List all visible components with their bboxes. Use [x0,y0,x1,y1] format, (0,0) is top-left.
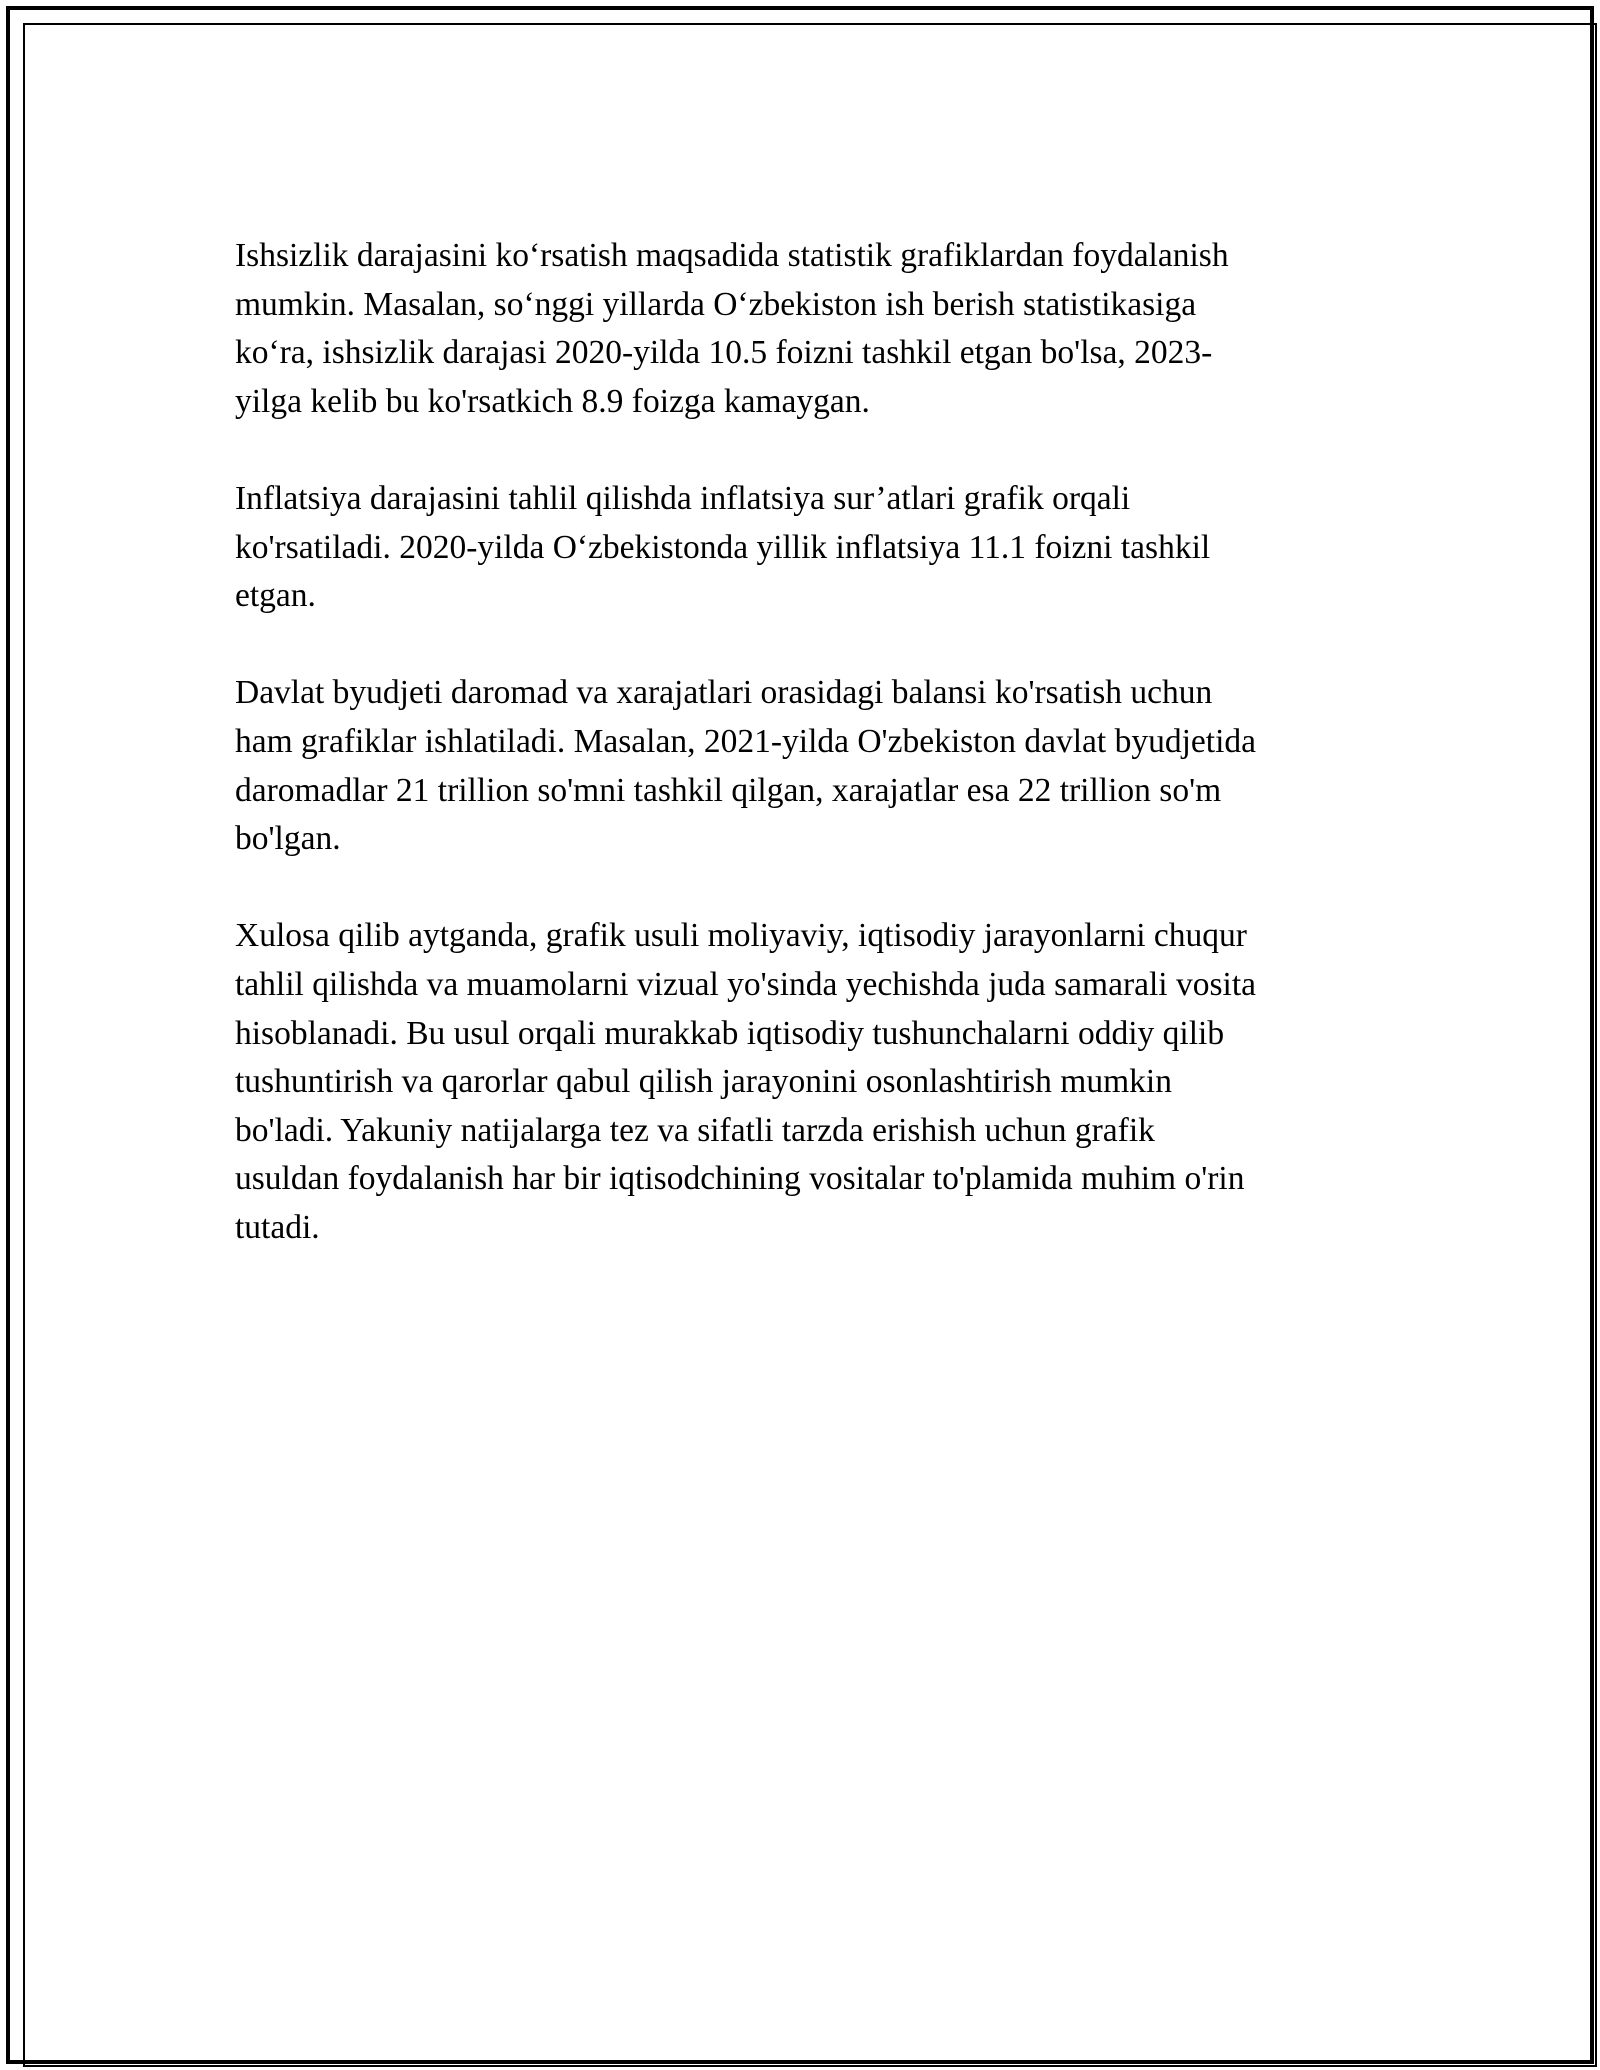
text-line: tushuntirish va qarorlar qabul qilish jarayonini osonlashtirish mumkin [235,1063,1172,1101]
text-line: Xulosa qilib aytganda, grafik usuli moliyaviy, iqtisodiy jarayonlarni chuqur [235,917,1247,955]
paragraph-unemployment [235,232,1375,426]
text-line: tahlil qilishda va muamolarni vizual yo'sinda yechishda juda samarali vosita [235,965,1257,1003]
text-line: usuldan foydalanish har bir iqtisodchining vositalar to'plamida muhim o'rin [235,1160,1245,1198]
text-line: Inflatsiya darajasini tahlil qilishda inflatsiya sur’atlari grafik orqali [235,479,1131,517]
text-line: ham grafiklar ishlatiladi. Masalan, 2021-yilda O'zbekiston davlat byudjetida [235,722,1256,760]
text-line: hisoblanadi. Bu usul orqali murakkab iqtisodiy tushunchalarni oddiy qilib [235,1014,1225,1052]
text-line: Davlat byudjeti daromad va xarajatlari orasidagi balansi ko'rsatish uchun [235,674,1213,712]
paragraph-budget [235,669,1375,863]
text-line: bo'ladi. Yakuniy natijalarga tez va sifatli tarzda erishish uchun grafik [235,1111,1155,1149]
text-line: daromadlar 21 trillion so'mni tashkil qilgan, xarajatlar esa 22 trillion so'm [235,771,1222,809]
text-line: bo'lgan. [235,820,341,858]
text-line: ko'rsatiladi. 2020-yilda O‘zbekistonda yillik inflatsiya 11.1 foizni tashkil [235,528,1211,566]
paragraph-conclusion [235,912,1375,1252]
text-line: mumkin. Masalan, so‘nggi yillarda O‘zbekiston ish berish statistikasiga [235,285,1197,323]
paragraph-inflation [235,475,1375,621]
text-line: yilga kelib bu ko'rsatkich 8.9 foizga kamaygan. [235,382,870,420]
text-line: ko‘ra, ishsizlik darajasi 2020-yilda 10.5 foizni tashkil etgan bo'lsa, 2023- [235,334,1213,372]
text-line: etgan. [235,577,316,615]
text-line: Ishsizlik darajasini ko‘rsatish maqsadida statistik grafiklardan foydalanish [235,237,1229,274]
text-line: tutadi. [235,1208,320,1246]
document-body [235,232,1375,1301]
